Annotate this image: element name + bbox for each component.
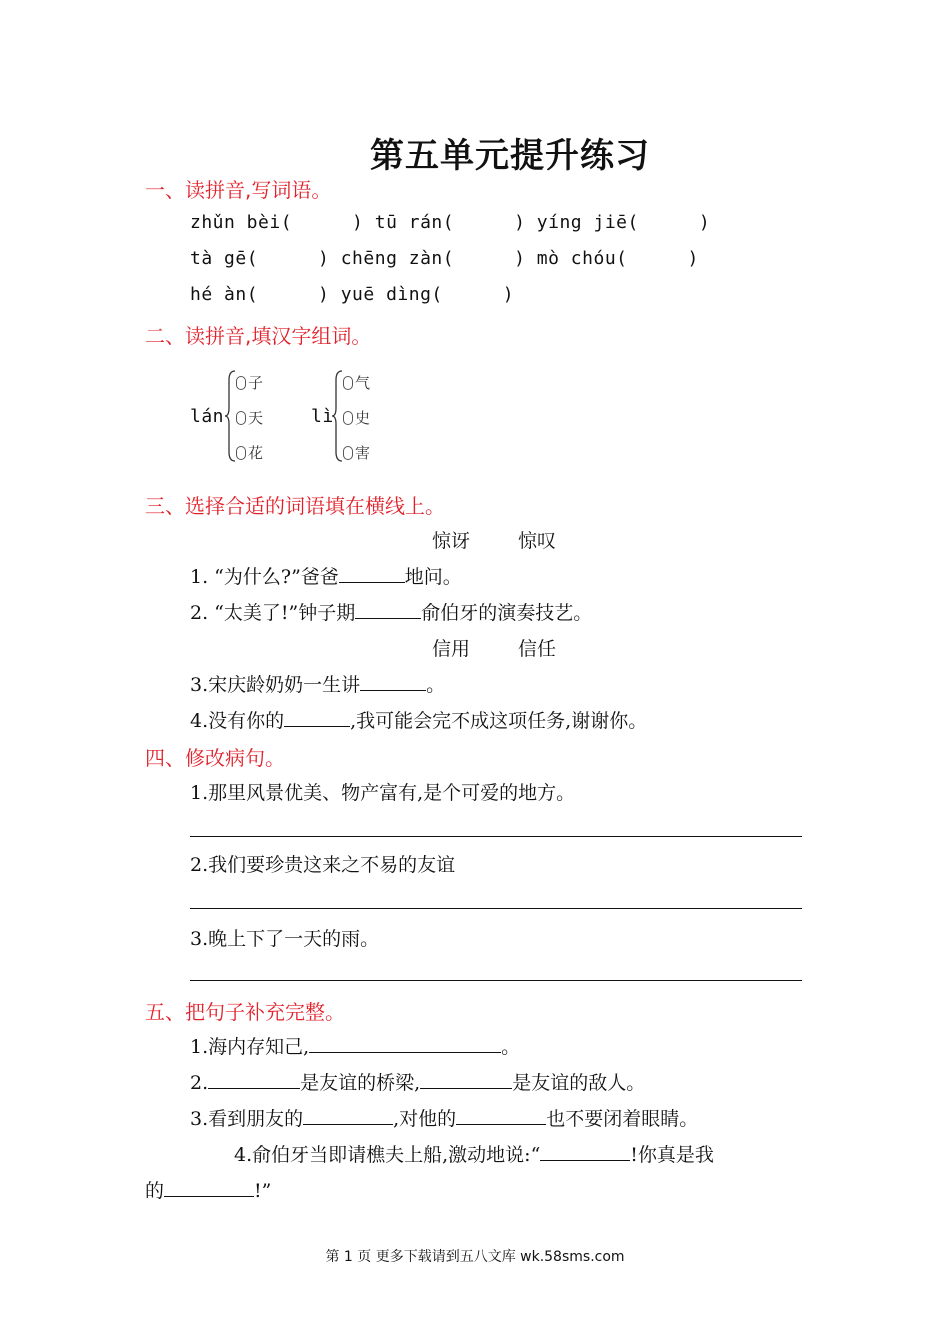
pinyin-word: yíng jiē	[536, 212, 628, 233]
group-char: 子	[248, 374, 264, 392]
group-char: 天	[248, 409, 264, 427]
pinyin-word: yuē dìng	[340, 284, 432, 305]
pinyin-word: hé àn	[190, 284, 247, 305]
section-4-heading: 四、修改病句。	[145, 746, 285, 770]
word-choice-pair-1	[432, 526, 556, 553]
answer-line	[190, 836, 802, 837]
choice-item-2: 2. “太美了!”钟子期 俞伯牙的演奏技艺。	[190, 602, 593, 624]
complete-item-2: 2. 是友谊的桥梁, 是友谊的敌人。	[190, 1072, 646, 1094]
sick-sentence-1: 1.那里风景优美、物产富有,是个可爱的地方。	[190, 782, 576, 804]
left-brace-icon	[224, 370, 236, 462]
sick-sentence-3: 3.晚上下了一天的雨。	[190, 928, 380, 950]
group-char: 花	[248, 444, 264, 462]
page-footer: 第 1 页 更多下载请到五八文库 wk.58sms.com	[325, 1249, 625, 1265]
complete-item-4-continued: 的 !”	[145, 1180, 272, 1202]
pinyin-row-3: hé àn( ) yuē dìng( )	[190, 284, 515, 305]
section-5-heading: 五、把句子补充完整。	[145, 1000, 345, 1024]
word-choice: 信任	[518, 638, 557, 660]
complete-item-3: 3.看到朋友的 ,对他的 也不要闭着眼睛。	[190, 1108, 699, 1130]
answer-line	[190, 908, 802, 909]
complete-item-1: 1.海内存知己, 。	[190, 1036, 521, 1058]
pinyin-row-2: tà gē( ) chēng zàn( ) mò chóu( )	[190, 248, 699, 269]
word-choice: 惊叹	[518, 530, 557, 552]
word-choice: 惊讶	[432, 530, 471, 552]
group-pinyin: lán	[190, 406, 225, 427]
complete-item-4: 4.俞伯牙当即请樵夫上船,激动地说:“ !你真是我	[234, 1144, 714, 1166]
choice-item-4: 4.没有你的 ,我可能会完不成这项任务,谢谢你。	[190, 710, 648, 732]
word-choice: 信用	[432, 638, 471, 660]
pinyin-word: chēng zàn	[340, 248, 443, 269]
pinyin-row-1: zhǔn bèi( ) tū rán( ) yíng jiē( )	[190, 212, 711, 233]
pinyin-word: zhǔn bèi	[190, 212, 281, 233]
page-title: 第五单元提升练习	[370, 136, 650, 176]
left-brace-icon	[331, 370, 343, 462]
group-char: 害	[355, 444, 371, 462]
pinyin-word: tà gē	[190, 248, 247, 269]
word-choice-pair-2	[432, 634, 556, 661]
pinyin-word: mò chóu	[536, 248, 617, 269]
section-3-heading: 三、选择合适的词语填在横线上。	[145, 494, 445, 518]
choice-item-3: 3.宋庆龄奶奶一生讲 。	[190, 674, 446, 696]
choice-item-1: 1. “为什么?”爸爸 地问。	[190, 566, 462, 588]
group-char: 气	[355, 374, 371, 392]
pinyin-word: tū rán	[374, 212, 443, 233]
group-char: 史	[355, 409, 371, 427]
group-pinyin: lì	[311, 406, 334, 427]
sick-sentence-2: 2.我们要珍贵这来之不易的友谊	[190, 854, 456, 876]
section-2-heading: 二、读拼音,填汉字组词。	[145, 324, 372, 348]
section-1-heading: 一、读拼音,写词语。	[145, 178, 332, 202]
answer-line	[190, 980, 802, 981]
